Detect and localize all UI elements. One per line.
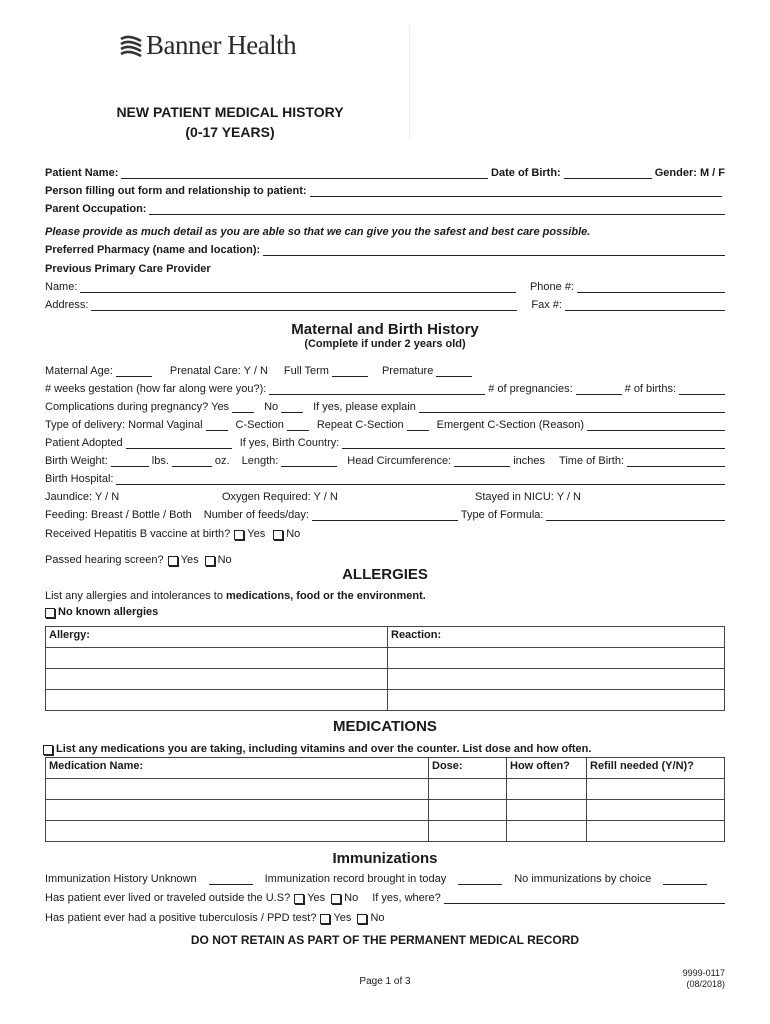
maternal-row-1: [45, 363, 725, 377]
allergies-heading: ALLERGIES: [342, 566, 428, 583]
full-term-field[interactable]: [332, 365, 368, 377]
premature-field[interactable]: [436, 365, 472, 377]
label: Patient Name:: [45, 167, 119, 179]
travel-yes-checkbox[interactable]: [294, 894, 304, 904]
logo: [118, 30, 296, 61]
formula-field[interactable]: [546, 509, 725, 521]
time-field[interactable]: [627, 455, 725, 467]
label: Type of delivery: Normal Vaginal: [45, 419, 203, 431]
label: Passed hearing screen?: [45, 554, 164, 566]
label: Yes: [180, 554, 199, 566]
label: No immunizations by choice: [514, 873, 652, 885]
title-line1: NEW PATIENT MEDICAL HISTORY: [116, 104, 344, 120]
emergent-field[interactable]: [587, 419, 725, 431]
label: Has patient ever lived or traveled outside the U.S?: [45, 892, 291, 904]
label: Maternal Age:: [45, 365, 113, 377]
csection-field[interactable]: [287, 419, 309, 431]
label: Birth Hospital:: [45, 473, 114, 485]
column-header: How often?: [507, 758, 587, 779]
label: medications, food or the environment.: [226, 590, 426, 602]
maternal-row-4: [45, 417, 725, 431]
births-field[interactable]: [679, 383, 725, 395]
label: Length:: [241, 455, 279, 467]
maternal-subheading: (Complete if under 2 years old): [304, 338, 466, 350]
label: Patient Adopted: [45, 437, 123, 449]
label: No: [286, 528, 301, 540]
maternal-row-8: [45, 489, 725, 503]
label: If yes, Birth Country:: [239, 437, 340, 449]
hearing-yes-checkbox[interactable]: [168, 556, 178, 566]
label: Emergent C-Section (Reason): [436, 419, 585, 431]
where-field[interactable]: [444, 892, 725, 904]
table-header: [46, 758, 725, 779]
maternal-row-6: [45, 453, 725, 467]
jaundice-options[interactable]: Jaundice: Y / N: [45, 491, 120, 503]
hepb-row: [45, 526, 725, 540]
instruction: [45, 224, 725, 238]
label: Time of Birth:: [559, 455, 625, 467]
label: List any medications you are taking, including vitamins and over the counter. List dose and how often.: [56, 743, 592, 755]
label: Phone #:: [529, 281, 574, 293]
table-row[interactable]: [46, 690, 725, 711]
lbs-field[interactable]: [111, 455, 149, 467]
medications-intro: [43, 741, 723, 755]
tb-row: [45, 910, 725, 924]
label: Type of Formula:: [460, 509, 544, 521]
table-row[interactable]: [46, 669, 725, 690]
label: Full Term: [283, 365, 329, 377]
travel-row: [45, 890, 725, 904]
comp-no-field[interactable]: [281, 401, 303, 413]
medications-checkbox[interactable]: [43, 745, 53, 755]
maternal-row-5: [45, 435, 725, 449]
pregnancies-field[interactable]: [576, 383, 622, 395]
label: Person filling out form and relationship to patient:: [45, 185, 307, 197]
feeding-options[interactable]: Feeding: Breast / Bottle / Both: [45, 509, 192, 521]
label: If yes, please explain: [313, 401, 416, 413]
label: # of births:: [624, 383, 676, 395]
label: Birth Weight:: [45, 455, 108, 467]
retention-notice: DO NOT RETAIN AS PART OF THE PERMANENT MEDICAL RECORD: [190, 933, 580, 947]
label: Premature: [381, 365, 434, 377]
vaginal-field[interactable]: [206, 419, 228, 431]
patient-name-field[interactable]: [121, 167, 488, 179]
pharmacy-row: [45, 242, 725, 256]
prenatal-options[interactable]: Prenatal Care: Y / N: [169, 365, 268, 377]
unknown-field[interactable]: [209, 873, 253, 885]
label: No: [370, 912, 385, 924]
pcp-name-field[interactable]: [80, 281, 516, 293]
medications-heading: MEDICATIONS: [333, 718, 437, 735]
column-header: Medication Name:: [46, 758, 429, 779]
nka-row: [41, 604, 721, 618]
label: Fax #:: [531, 299, 562, 311]
maternal-row-3: [45, 399, 725, 413]
maternal-row-9: [45, 507, 725, 521]
column-header: Refill needed (Y/N)?: [587, 758, 725, 779]
maternal-row-7: [45, 471, 725, 485]
dob-field[interactable]: [564, 167, 652, 179]
nicu-options[interactable]: Stayed in NICU: Y / N: [475, 491, 581, 503]
immunization-row: [45, 871, 725, 885]
label: Repeat C-Section: [316, 419, 404, 431]
label: Head Circumference:: [347, 455, 452, 467]
label: No: [344, 892, 359, 904]
tb-yes-checkbox[interactable]: [320, 914, 330, 924]
table-row[interactable]: [46, 800, 725, 821]
label: Date of Birth:: [491, 167, 561, 179]
maternal-age-field[interactable]: [116, 365, 152, 377]
label: No: [217, 554, 232, 566]
table-row[interactable]: [46, 648, 725, 669]
comp-explain-field[interactable]: [419, 401, 725, 413]
logo-text: Banner Health: [146, 30, 297, 60]
label: Number of feeds/day:: [203, 509, 309, 521]
label: Complications during pregnancy? Yes: [45, 401, 230, 413]
label: Yes: [307, 892, 326, 904]
hearing-no-checkbox[interactable]: [205, 556, 215, 566]
pcp-phone-field[interactable]: [577, 281, 725, 293]
label: inches: [513, 455, 546, 467]
patient-name-row: [45, 165, 725, 179]
pcp-fax-field[interactable]: [565, 299, 725, 311]
allergies-intro: [45, 588, 725, 602]
table-header: [46, 627, 725, 648]
label: Previous Primary Care Provider: [45, 263, 211, 275]
form-id: [683, 968, 725, 990]
label: Parent Occupation:: [45, 203, 147, 215]
label: Yes: [247, 528, 266, 540]
header-divider: [409, 25, 410, 140]
label: If yes, where?: [372, 892, 441, 904]
pharmacy-field[interactable]: [263, 244, 725, 256]
gender-options[interactable]: Gender: M / F: [654, 167, 725, 179]
instruction-text: Please provide as much detail as you are able so that we can give you the safest and best care possible.: [45, 226, 591, 238]
label: # of pregnancies:: [488, 383, 573, 395]
form-date: (08/2018): [686, 979, 725, 989]
page-number: Page 1 of 3: [359, 976, 411, 987]
pcp-address-row: [45, 297, 725, 311]
head-field[interactable]: [454, 455, 510, 467]
table-row[interactable]: [46, 821, 725, 842]
form-title: [80, 102, 380, 142]
pcp-address-field[interactable]: [91, 299, 517, 311]
label: Immunization History Unknown: [45, 873, 197, 885]
label: C-Section: [235, 419, 284, 431]
label: Preferred Pharmacy (name and location):: [45, 244, 261, 256]
repeat-field[interactable]: [407, 419, 429, 431]
label: Address:: [45, 299, 89, 311]
maternal-heading: Maternal and Birth History: [291, 321, 479, 338]
label: Yes: [333, 912, 352, 924]
label: Immunization record brought in today: [264, 873, 447, 885]
label: lbs.: [151, 455, 169, 467]
hepb-yes-checkbox[interactable]: [234, 530, 244, 540]
length-field[interactable]: [281, 455, 337, 467]
hospital-field[interactable]: [116, 473, 725, 485]
table-row[interactable]: [46, 779, 725, 800]
adopted-field[interactable]: [126, 437, 232, 449]
hearing-row: [45, 552, 725, 566]
record-field[interactable]: [458, 873, 502, 885]
country-field[interactable]: [342, 437, 725, 449]
travel-no-checkbox[interactable]: [331, 894, 341, 904]
allergies-table: [45, 626, 725, 711]
tb-no-checkbox[interactable]: [357, 914, 367, 924]
label: oz.: [214, 455, 230, 467]
medications-table: [45, 757, 725, 842]
form-number: 9999-0117: [682, 968, 725, 978]
pcp-heading: [45, 261, 725, 275]
column-header: Allergy:: [46, 627, 388, 648]
nka-checkbox[interactable]: [45, 608, 55, 618]
person-row: [45, 183, 725, 197]
comp-yes-field[interactable]: [232, 401, 254, 413]
label: No known allergies: [58, 606, 159, 618]
label: List any allergies and intolerances to: [45, 590, 226, 602]
person-field[interactable]: [310, 185, 722, 197]
column-header: Reaction:: [388, 627, 725, 648]
label: # weeks gestation (how far along were you?):: [45, 383, 267, 395]
banner-flag-icon: [118, 33, 144, 59]
label: Has patient ever had a positive tuberculosis / PPD test?: [45, 912, 317, 924]
title-line2: (0-17 YEARS): [185, 124, 275, 140]
label: Name:: [45, 281, 78, 293]
immunizations-heading: Immunizations: [332, 850, 438, 867]
weeks-field[interactable]: [269, 383, 485, 395]
occupation-row: [45, 201, 725, 215]
hepb-no-checkbox[interactable]: [273, 530, 283, 540]
oz-field[interactable]: [172, 455, 212, 467]
oxygen-options[interactable]: Oxygen Required: Y / N: [222, 491, 338, 503]
pcp-name-row: [45, 279, 725, 293]
occupation-field[interactable]: [149, 203, 725, 215]
feeds-field[interactable]: [312, 509, 458, 521]
choice-field[interactable]: [663, 873, 707, 885]
label: No: [264, 401, 279, 413]
column-header: Dose:: [429, 758, 507, 779]
maternal-row-2: [45, 381, 725, 395]
label: Received Hepatitis B vaccine at birth?: [45, 528, 231, 540]
